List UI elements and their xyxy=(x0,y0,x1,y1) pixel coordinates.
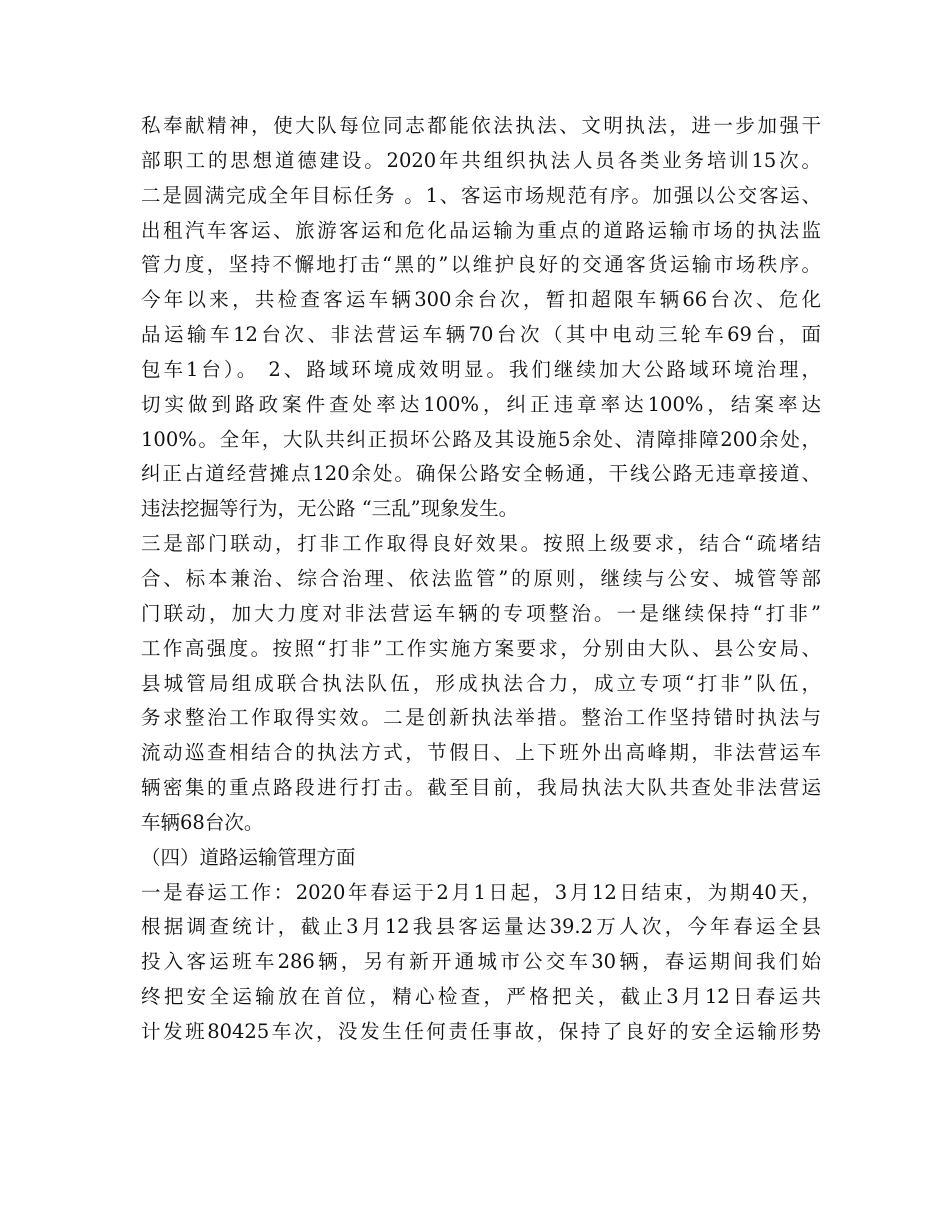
text-line: 100%。全年，大队共纠正损坏公路及其设施5余处、清障排障200余处， xyxy=(141,427,821,451)
text-line: 品运输车12台次、非法营运车辆70台次（其中电动三轮车69台，面 xyxy=(141,323,821,347)
text-line: 县城管局组成联合执法队伍，形成执法合力，成立专项“打非”队伍， xyxy=(141,671,821,695)
text-line: 违法挖掘等行为，无公路 “三乱”现象发生。 xyxy=(141,497,519,521)
text-line: 包车1台）。 2、路域环境成效明显。我们继续加大公路域环境治理， xyxy=(141,357,821,381)
text-line: 辆密集的重点路段进行打击。截至目前，我局执法大队共查处非法营运 xyxy=(141,776,821,800)
text-line: 三是部门联动，打非工作取得良好效果。按照上级要求，结合“疏堵结 xyxy=(141,532,821,556)
text-line: 根据调查统计，截止3月12我县客运量达39.2万人次，今年春运全县 xyxy=(141,915,821,939)
text-line: 投入客运班车286辆，另有新开通城市公交车30辆，春运期间我们始 xyxy=(141,950,821,974)
text-line: 合、标本兼治、综合治理、依法监管”的原则，继续与公安、城管等部 xyxy=(141,566,821,590)
text-line: 纠正占道经营摊点120余处。确保公路安全畅通，干线公路无违章接道、 xyxy=(141,462,821,486)
text-line: 流动巡查相结合的执法方式，节假日、上下班外出高峰期，非法营运车 xyxy=(141,741,821,765)
section-heading: （四）道路运输管理方面 xyxy=(141,845,356,869)
text-line: 务求整治工作取得实效。二是创新执法举措。整治工作坚持错时执法与 xyxy=(141,706,821,730)
text-line: 终把安全运输放在首位，精心检查，严格把关，截止3月12日春运共 xyxy=(141,985,821,1009)
text-line: 二是圆满完成全年目标任务 。1、客运市场规范有序。加强以公交客运、 xyxy=(141,183,821,207)
text-line: 出租汽车客运、旅游客运和危化品运输为重点的道路运输市场的执法监 xyxy=(141,218,821,242)
body-text xyxy=(141,109,821,1050)
text-line: 门联动，加大力度对非法营运车辆的专项整治。一是继续保持“打非” xyxy=(141,601,821,625)
text-line: 部职工的思想道德建设。2020年共组织执法人员各类业务培训15次。 xyxy=(141,148,821,172)
text-line: 一是春运工作：2020年春运于2月1日起，3月12日结束，为期40天， xyxy=(141,880,821,904)
text-line: 计发班80425车次，没发生任何责任事故，保持了良好的安全运输形势 xyxy=(141,1019,821,1043)
text-line: 今年以来，共检查客运车辆300余台次，暂扣超限车辆66台次、危化 xyxy=(141,288,821,312)
text-line: 私奉献精神，使大队每位同志都能依法执法、文明执法，进一步加强干 xyxy=(141,114,821,137)
text-line: 切实做到路政案件查处率达100%，纠正违章率达100%，结案率达 xyxy=(141,392,821,416)
text-line: 管力度，坚持不懈地打击“黑的”以维护良好的交通客货运输市场秩序。 xyxy=(141,253,821,277)
text-line: 工作高强度。按照“打非”工作实施方案要求，分别由大队、县公安局、 xyxy=(141,636,821,660)
text-line: 车辆68台次。 xyxy=(141,810,264,834)
